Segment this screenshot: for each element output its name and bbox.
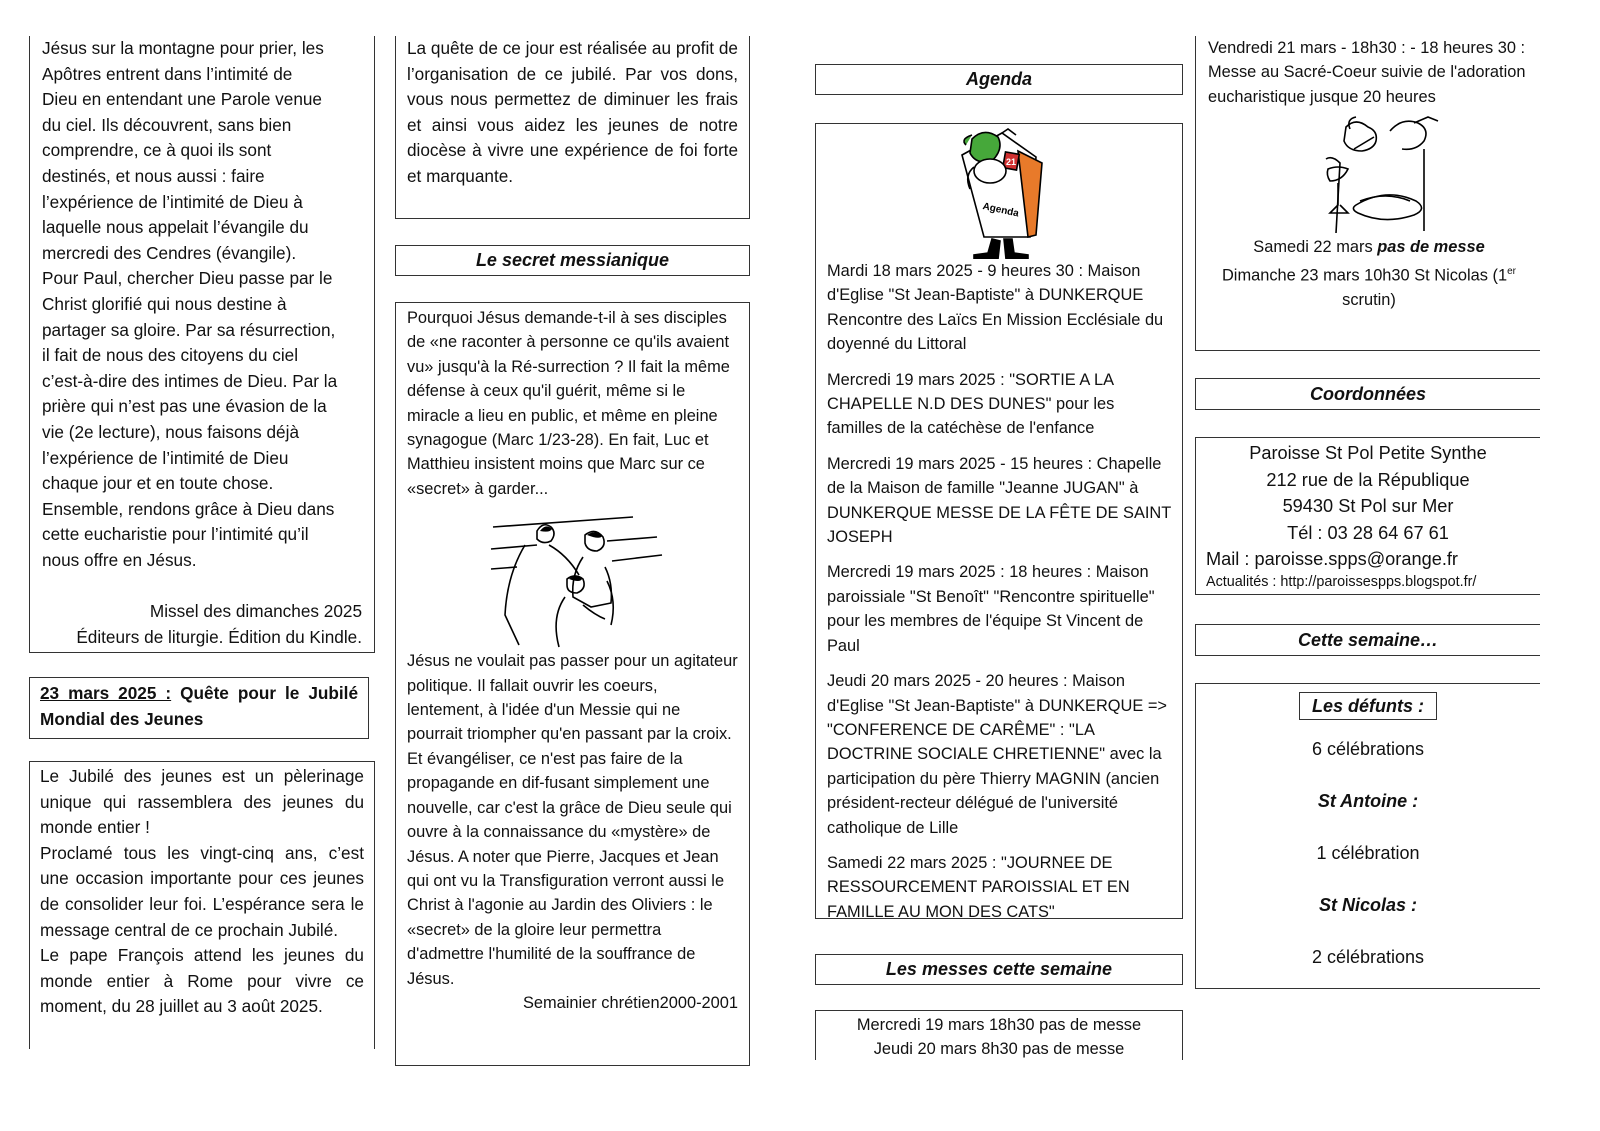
intro-line: du ciel. Ils découvrent, sans bien	[42, 114, 292, 135]
jubile-paragraph-3: Le pape François attend les jeunes du monde entier à Rome pour vivre ce moment, du 28 juillet au 3 août 2025.	[40, 945, 364, 1017]
masses-header	[815, 954, 1183, 985]
intro-line: c’est-à-dire des intimes de Dieu. Par la	[42, 370, 338, 391]
intro-line: l’expérience de l’intimité de Dieu à	[42, 191, 303, 212]
jubile-text-box	[29, 761, 375, 1049]
quete-text: La quête de ce jour est réalisée au profit de l’organisation de ce jubilé. Par vos dons, vous nous permettez de diminuer les frais et ainsi vous aidez les jeunes de notre diocèse à vivre une expérience de foi forte et marquante.	[407, 38, 738, 186]
vendredi-mass: Vendredi 21 mars - 18h30 : - 18 heures 30 : Messe au Sacré-Coeur suivie de l'adoration eucharistique jusque 20 heures	[1208, 39, 1526, 106]
intro-line: nous offre en Jésus.	[42, 549, 197, 570]
intro-line: il fait de nous des citoyens du ciel	[42, 345, 299, 366]
coord-street: 212 rue de la République	[1266, 469, 1470, 490]
coord-phone: Tél : 03 28 64 67 61	[1287, 522, 1449, 543]
dimanche-mass	[1196, 260, 1540, 312]
agenda-event: Mercredi 19 mars 2025 : "SORTIE A LA CHAPELLE N.D DES DUNES" pour les familles de la catéchèse de l'enfance	[827, 370, 1115, 438]
secret-paragraph-1: Pourquoi Jésus demande-t-il à ses disciples de «ne raconter à personne ce qu'ils avaient vu» jusqu'à la Ré-surrection ? Il fait la même défense à ceux qu'il guérit, même si le miracle a lieu en public, et même en pleine synagogue (Marc 1/23-28). En fait, Luc et Matthieu insistent moins que Marc sur ce «secret» à garder...	[407, 309, 730, 498]
intro-line: chaque jour et en toute chose.	[42, 473, 274, 494]
intro-text-box	[29, 36, 375, 653]
agenda-header	[815, 64, 1183, 95]
disciples-illustration	[407, 501, 738, 649]
intro-line: Apôtres entrent dans l’intimité de	[42, 63, 293, 84]
defunts-count: 6 célébrations	[1311, 739, 1425, 759]
coord-title: Coordonnées	[1309, 383, 1426, 404]
agenda-illustration	[827, 127, 1171, 259]
agenda-events-list	[827, 259, 1171, 924]
intro-line: Dieu en entendant une Parole venue	[42, 89, 322, 110]
agenda-event: Mercredi 19 mars 2025 : 18 heures : Maison paroissiale "St Benoît" "Rencontre spirituelle" pour les membres de l'équipe St Vincent de Paul	[827, 563, 1155, 655]
coord-city: 59430 St Pol sur Mer	[1282, 496, 1454, 517]
masses-continued-box	[1195, 36, 1540, 351]
intro-line: prière qui n’est pas une évasion de la	[42, 396, 327, 417]
intro-line: mercredi des Cendres (évangile).	[42, 242, 297, 263]
quete-text-box	[395, 36, 750, 219]
intro-line: comprendre, ce à quoi ils sont	[42, 140, 272, 161]
masses-title: Les messes cette semaine	[885, 959, 1113, 979]
mass-item-1: Mercredi 19 mars 18h30 pas de messe	[856, 1016, 1142, 1034]
coord-header	[1195, 378, 1540, 410]
intro-line: Christ glorifié qui nous destine à	[42, 293, 287, 314]
agenda-icon-number: 21	[1006, 157, 1017, 167]
secret-header	[395, 245, 750, 276]
agenda-book-icon	[944, 127, 1054, 259]
defunts-box	[1195, 683, 1540, 989]
secret-text-box	[395, 302, 750, 1066]
mass-item-2: Jeudi 20 mars 8h30 pas de messe	[873, 1040, 1125, 1059]
agenda-event: Mercredi 19 mars 2025 - 15 heures : Chapelle de la Maison de famille "Jeanne JUGAN" à DUNKERQUE MESSE DE LA FÊTE DE SAINT JOSEPH	[827, 454, 1171, 547]
source-line-2: Éditeurs de liturgie. Édition du Kindle.	[76, 627, 362, 648]
disciples-drawing-icon	[407, 501, 740, 649]
source-line-1: Missel des dimanches 2025	[149, 601, 362, 622]
agenda-event: Samedi 22 mars 2025 : "JOURNEE DE RESSOURCEMENT PAROISSIAL ET EN FAMILLE AU MON DES CATS"	[827, 853, 1130, 921]
masses-box	[815, 1010, 1183, 1060]
agenda-event: Jeudi 20 mars 2025 - 20 heures : Maison d'Eglise "St Jean-Baptiste" à DUNKERQUE => "CONFERENCE DE CARÊME" : "LA DOCTRINE SOCIALE CHRETIENNE" avec la participation du père Thierry MAGNIN (ancien président-recteur délégué de l'université catholique de Lille	[827, 672, 1167, 837]
secret-title: Le secret messianique	[475, 250, 670, 270]
intro-line: laquelle nous appelait l’évangile du	[42, 217, 309, 238]
intro-line: Pour Paul, chercher Dieu passe par le	[42, 268, 333, 289]
intro-line: vie (2e lecture), nous faisons déjà	[42, 421, 299, 442]
intro-line: Jésus sur la montagne pour prier, les	[42, 38, 324, 58]
defunts-header	[1299, 692, 1437, 720]
defunts-list	[1202, 736, 1534, 970]
jubile-paragraph-2: Proclamé tous les vingt-cinq ans, c’est une occasion importante pour ces jeunes de consolider leur foi. L’espérance sera le message central de ce prochain Jubilé.	[40, 842, 364, 940]
intro-line: destinés, et nous aussi : faire	[42, 165, 265, 186]
dimanche-mass-end: scrutin)	[1342, 290, 1396, 309]
dimanche-mass-text: Dimanche 23 mars 10h30 St Nicolas (1	[1221, 266, 1508, 285]
coord-website: Actualités : http://paroissespps.blogspot.fr/	[1206, 573, 1477, 590]
coord-box	[1195, 437, 1540, 595]
secret-source: Semainier chrétien2000-2001	[522, 993, 738, 1012]
intro-line: cette eucharistie pour l’intimité qu’il	[42, 524, 309, 545]
defunts-count: 2 célébrations	[1311, 947, 1425, 967]
intro-text	[42, 36, 362, 573]
agenda-title: Agenda	[965, 69, 1032, 89]
intro-line: Ensemble, rendons grâce à Dieu dans	[42, 498, 335, 519]
defunts-location: St Nicolas :	[1318, 895, 1418, 915]
agenda-event: Mardi 18 mars 2025 - 9 heures 30 : Maison d'Eglise "St Jean-Baptiste" à DUNKERQUE Rencontre des Laïcs En Mission Ecclésiale du doyenné du Littoral	[827, 262, 1164, 354]
defunts-title: Les défunts :	[1311, 696, 1424, 716]
agenda-icon-label: Agenda	[981, 201, 1020, 220]
eucharist-hands-icon	[1316, 109, 1446, 235]
eucharist-illustration	[1208, 109, 1540, 235]
intro-line: partager sa gloire. Par sa résurrection,	[42, 319, 336, 340]
samedi-mass-prefix: Samedi 22 mars	[1253, 238, 1378, 257]
jubile-paragraph-1: Le Jubilé des jeunes est un pèlerinage unique qui rassemblera des jeunes du monde entier !	[40, 766, 364, 838]
secret-paragraph-2: Jésus ne voulait pas passer pour un agitateur politique. Il fallait ouvrir les coeurs, lentement, à l'idée d'un Messie qui ne pourrait triompher qu'en passant par la croix. Et évangéliser, ce n'est pas faire de la propagande en dif-fusant simplement une nouvelle, car c'est la grâce de Dieu seule qui ouvre à la connaissance du «mystère» de Jésus. A noter que Pierre, Jacques et Jean qui ont vu la Transfiguration verront aussi le Christ à l'agonie au Jardin des Oliviers : le «secret» de la gloire leur permettra d'admettre l'humilité de la souffrance de Jésus.	[407, 652, 738, 988]
samedi-mass	[1196, 235, 1540, 259]
samedi-mass-status: pas de messe	[1377, 238, 1485, 257]
week-header	[1195, 624, 1540, 656]
intro-line: l’expérience de l’intimité de Dieu	[42, 447, 289, 468]
jubile-header	[29, 677, 369, 739]
coord-name: Paroisse St Pol Petite Synthe	[1249, 443, 1487, 463]
defunts-location: St Antoine :	[1317, 791, 1419, 811]
jubile-title: Quête pour le Jubilé Mondial des Jeunes	[40, 683, 358, 729]
defunts-count: 1 célébration	[1316, 843, 1420, 863]
dimanche-mass-sup: er	[1507, 265, 1517, 277]
agenda-box	[815, 123, 1183, 919]
jubile-date: 23 mars 2025 :	[40, 683, 172, 703]
week-title: Cette semaine…	[1297, 629, 1439, 650]
source-citation	[42, 599, 362, 650]
coord-email: Mail : paroisse.spps@orange.fr	[1206, 549, 1458, 570]
